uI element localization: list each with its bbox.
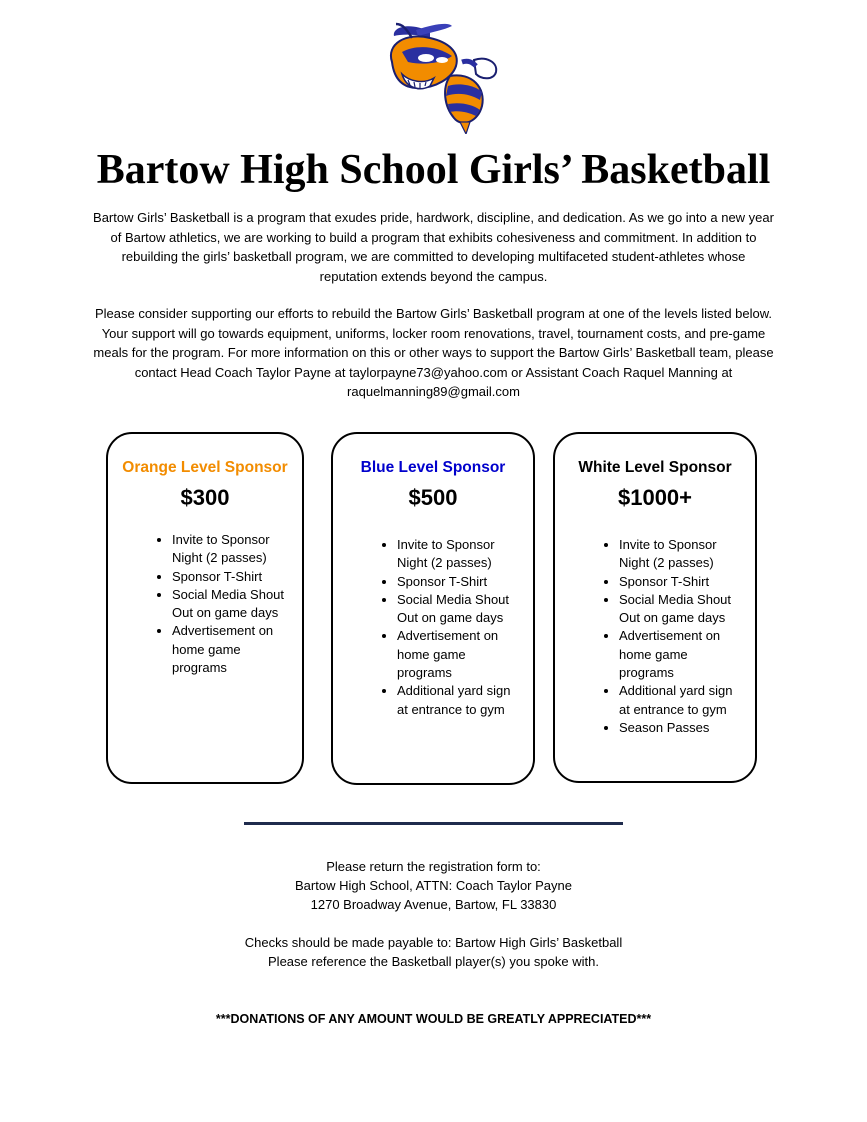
benefit-item: • Invite to Sponsor Night (2 passes) <box>619 536 745 573</box>
blue-level-price: $500 <box>408 485 458 510</box>
page-title: Bartow High School Girls’ Basketball <box>96 147 771 193</box>
benefit-item: • Sponsor T-Shirt <box>619 573 745 591</box>
intro-line: of Bartow athletics, we are working to build a program that exhibits cohesiveness and commitment. In addition to <box>110 229 757 245</box>
return-info-line: Bartow High School, ATTN: Coach Taylor Payne <box>295 878 572 893</box>
blue-level-title: Blue Level Sponsor <box>360 459 506 476</box>
support-line: contact Head Coach Taylor Payne at taylorpayne73@yahoo.com or Assistant Coach Raquel Manning at <box>134 364 733 380</box>
benefit-item: • Sponsor T-Shirt <box>172 568 292 586</box>
checks-info-line: Please reference the Basketball player(s) you spoke with. <box>268 954 599 969</box>
white-level-price: $1000+ <box>617 485 693 510</box>
support-paragraph <box>48 304 819 402</box>
blue-level-benefits <box>373 536 523 719</box>
orange-level-title: Orange Level Sponsor <box>122 459 288 476</box>
donations-note: ***DONATIONS OF ANY AMOUNT WOULD BE GREATLY APPRECIATED*** <box>215 1012 652 1026</box>
benefit-item: • Invite to Sponsor Night (2 passes) <box>172 531 292 568</box>
benefit-item: • Advertisement on home game programs <box>172 622 292 677</box>
benefit-item: • Social Media Shout Out on game days <box>172 586 292 623</box>
white-level-benefits <box>595 536 745 737</box>
intro-line: Bartow Girls’ Basketball is a program that exudes pride, hardwork, discipline, and dedication. As we go into a new year <box>93 210 774 225</box>
intro-paragraph <box>48 208 819 286</box>
benefit-item: • Social Media Shout Out on game days <box>619 591 745 628</box>
support-line: raquelmanning89@gmail.com <box>347 384 520 399</box>
intro-line: reputation extends beyond the campus. <box>319 268 548 284</box>
benefit-item: • Sponsor T-Shirt <box>397 573 523 591</box>
checks-info-line: Checks should be made payable to: Bartow High Girls’ Basketball <box>244 935 623 950</box>
return-info-line: Please return the registration form to: <box>326 859 541 874</box>
yellow-jacket-mascot-icon <box>372 22 502 134</box>
return-info-line: 1270 Broadway Avenue, Bartow, FL 33830 <box>310 897 557 912</box>
benefit-item: • Advertisement on home game programs <box>397 627 523 682</box>
support-line: meals for the program. For more information on this or other ways to support the Bartow Girls’ Basketball team, please <box>93 345 774 360</box>
benefit-item: • Additional yard sign at entrance to gym <box>619 682 745 719</box>
section-divider <box>244 822 623 825</box>
intro-line: rebuilding the girls’ basketball program, we are committed to developing multifaceted student-athletes whose <box>121 249 746 264</box>
orange-level-price: $300 <box>180 485 230 510</box>
support-line: Please consider supporting our efforts to rebuild the Bartow Girls’ Basketball program at one of the levels listed below. <box>94 306 773 321</box>
orange-level-benefits <box>148 531 292 677</box>
benefit-item: • Season Passes <box>619 719 745 737</box>
benefit-item: • Social Media Shout Out on game days <box>397 591 523 628</box>
white-level-card <box>553 432 757 783</box>
white-level-title: White Level Sponsor <box>578 459 732 476</box>
benefit-item: • Invite to Sponsor Night (2 passes) <box>397 536 523 573</box>
orange-level-card <box>106 432 304 784</box>
support-line: Your support will go towards equipment, uniforms, locker room renovations, travel, tournament costs, and pre-game <box>101 325 766 341</box>
benefit-item: • Additional yard sign at entrance to gym <box>397 682 523 719</box>
blue-level-card <box>331 432 535 785</box>
benefit-item: • Advertisement on home game programs <box>619 627 745 682</box>
